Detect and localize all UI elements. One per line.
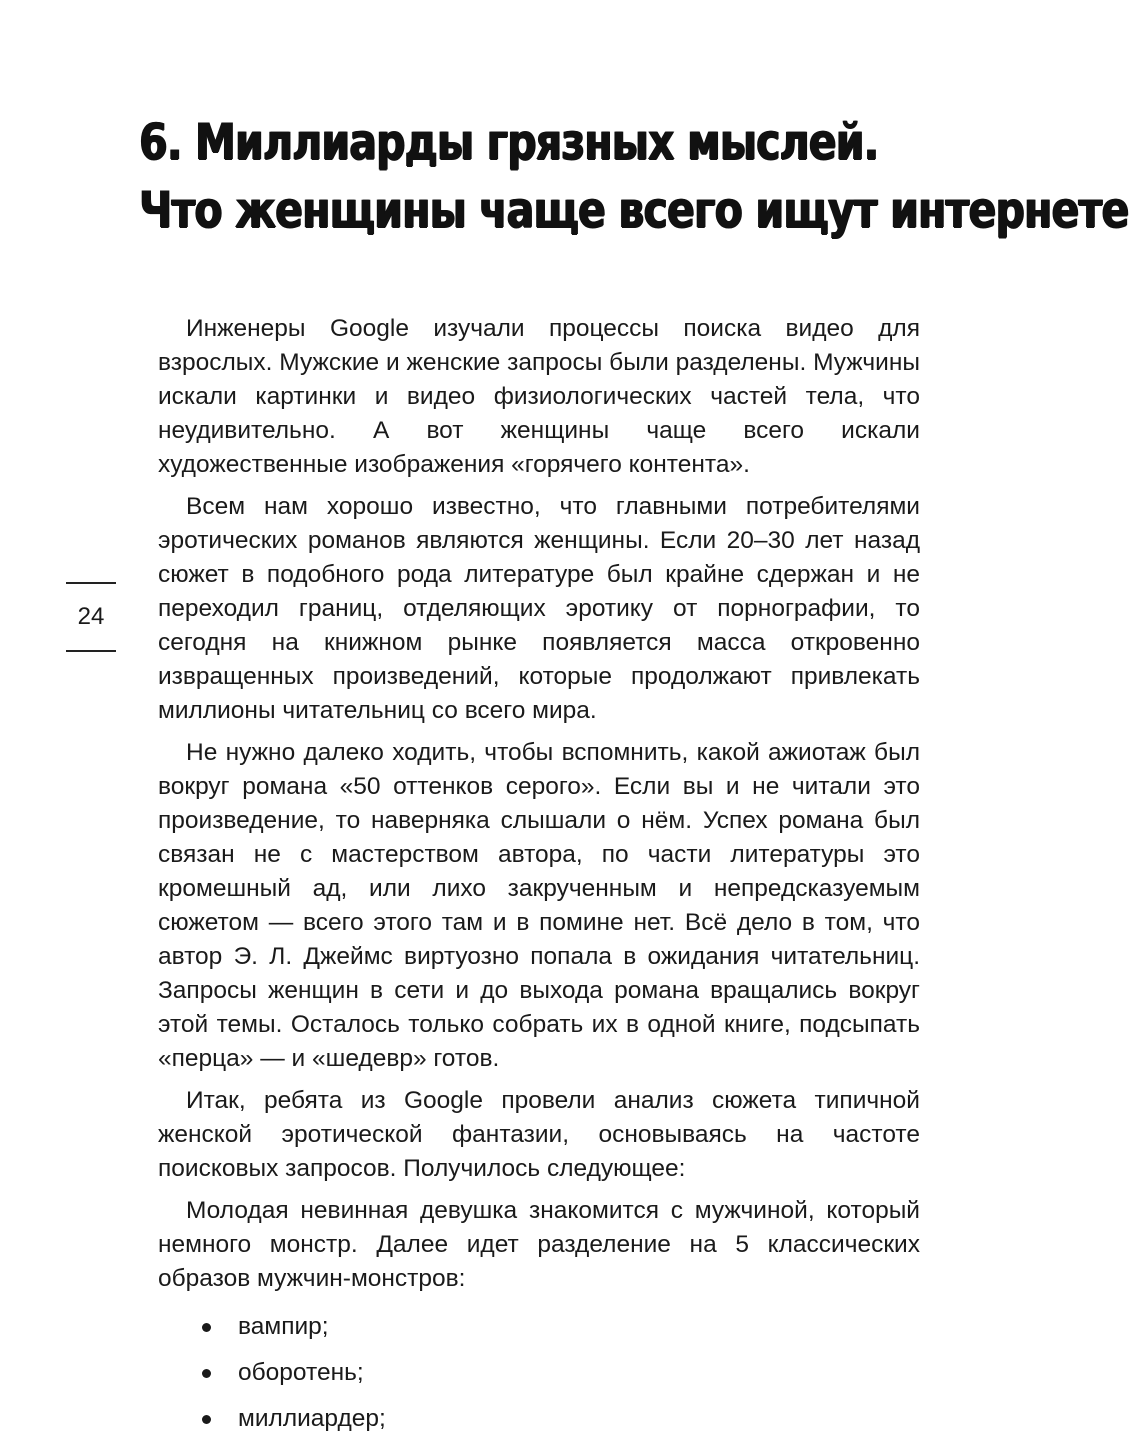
body-text	[158, 312, 920, 1442]
bullet-icon	[202, 1323, 211, 1332]
paragraph-5: Молодая невинная девушка знакомится с мужчиной, который немного монстр. Далее идет разделение на 5 классических образов мужчин-монстров:	[158, 1197, 920, 1292]
list-item-text: оборотень;	[238, 1359, 364, 1386]
page-number-rule-top	[66, 582, 116, 584]
list-item	[158, 1304, 920, 1350]
paragraph-2: Всем нам хорошо известно, что главными потребителями эротических романов являются женщины. Если 20–30 лет назад сюжет в подобного рода литературе был крайне сдержан и не переходил границ, отделяющих эротику от порнографии, то сегодня на книжном рынке появляется масса откровенно извращенных произведений, которые продолжают привлекать миллионы читательниц со всего мира.	[158, 493, 920, 724]
paragraph-1: Инженеры Google изучали процессы поиска видео для взрослых. Мужские и женские запросы были разделены. Мужчины искали картинки и видео физиологических частей тела, что неудивительно. А вот женщины чаще всего искали художественные изображения «горячего контента».	[158, 315, 920, 478]
list-item	[158, 1396, 920, 1442]
chapter-title-line-1: 6. Миллиарды грязных мыслей.	[139, 113, 879, 171]
list-item-text: вампир;	[238, 1313, 329, 1340]
paragraph-3: Не нужно далеко ходить, чтобы вспомнить, какой ажиотаж был вокруг романа «50 оттенков серого». Если вы и не читали это произведение, то наверняка слышали о нём. Успех романа был связан не с мастерством автора, по части литературы это кромешный ад, или лихо закрученным и непредсказуемым сюжетом — всего этого там и в помине нет. Всё дело в том, что автор Э. Л. Джеймс виртуозно попала в ожидания читательниц. Запросы женщин в сети и до выхода романа вращались вокруг этой темы. Осталось только собрать их в одной книге, подсыпать «перца» — и «шедевр» готов.	[158, 739, 920, 1072]
list-item-text: миллиардер;	[238, 1405, 386, 1432]
bullet-icon	[202, 1369, 211, 1378]
bullet-icon	[202, 1415, 211, 1424]
paragraph-4: Итак, ребята из Google провели анализ сюжета типичной женской эротической фантазии, основываясь на частоте поисковых запросов. Получилось следующее:	[158, 1087, 920, 1182]
list-item	[158, 1350, 920, 1396]
page-number: 24	[77, 603, 105, 630]
page-number-rule-bottom	[66, 650, 116, 652]
monster-list	[158, 1304, 920, 1442]
chapter-title-line-2: Что женщины чаще всего ищут интернете	[139, 181, 1129, 239]
